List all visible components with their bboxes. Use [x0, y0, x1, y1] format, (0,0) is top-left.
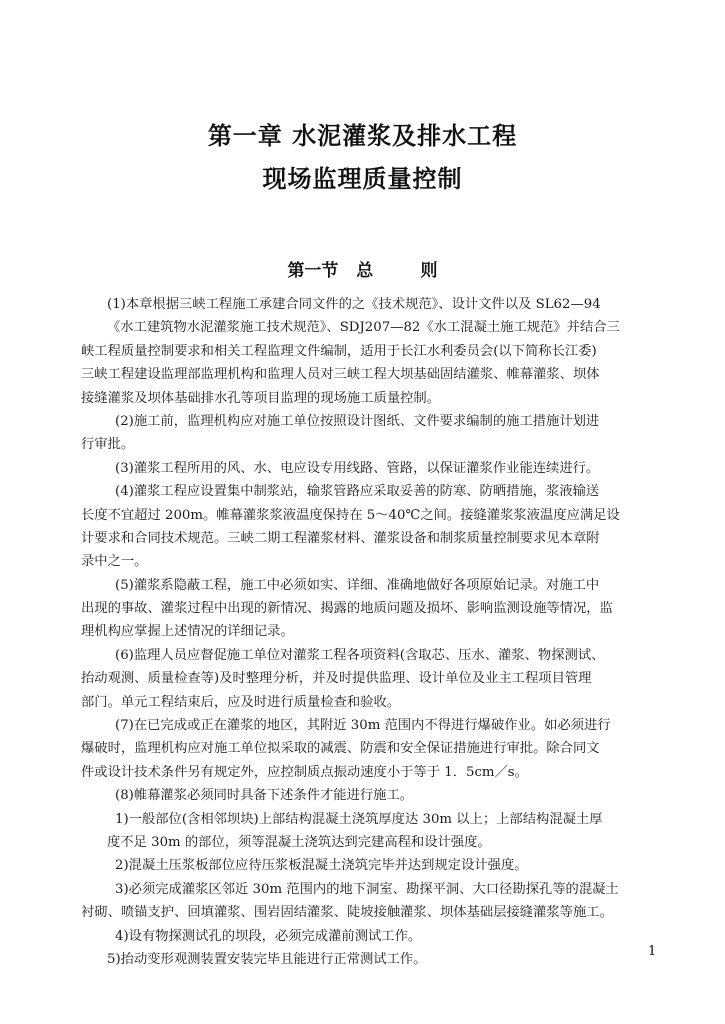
body-line: 5)抬动变形观测装置安装完毕且能进行正常测试工作。: [107, 951, 427, 967]
body-line: 抬动观测、质量检查等)及时整理分析，并及时提供监理、设计单位及业主工程项目管理: [81, 671, 592, 687]
body-line: (7)在已完成或正在灌浆的地区，其附近 30m 范围内不得进行爆破作业。如必须进行: [115, 718, 611, 734]
body-line: (6)监理人员应督促施工单位对灌浆工程各项资料(含取芯、压水、灌浆、物探测试、: [115, 647, 605, 663]
body-line: 爆破时，监理机构应对施工单位拟采取的减震、防震和安全保证措施进行审批。除合同文: [81, 741, 600, 757]
body-line: 峡工程质量控制要求和相关工程监理文件编制，适用于长江水利委员会(以下简称长江委): [81, 343, 597, 359]
body-line: 衬砌、喷锚支护、回填灌浆、围岩固结灌浆、陡坡接触灌浆、坝体基础层接缝灌浆等施工。: [81, 905, 613, 921]
chapter-subtitle: 现场监理质量控制: [262, 165, 463, 193]
section-title: 第一节 总 则: [287, 261, 438, 281]
body-line: 录中之一。: [81, 554, 148, 570]
body-line: (4)灌浆工程应设置集中制浆站，输浆管路应采取妥善的防寒、防晒措施，浆液输送: [115, 484, 600, 500]
body-line: 计要求和合同技术规范。三峡二期工程灌浆材料、灌浆设备和制浆质量控制要求见本章附: [81, 530, 600, 546]
body-line: 3)必须完成灌浆区邻近 30m 范围内的地下洞室、勘探平洞、大口径勘探孔等的混凝土: [115, 881, 619, 897]
body-line: (2)施工前，监理机构应对施工单位按照设计图纸、文件要求编制的施工措施计划进: [115, 413, 600, 429]
body-line: 长度不宜超过 200m。帷幕灌浆浆液温度保持在 5～40℃之间。接缝灌浆浆液温度应满足设: [81, 507, 620, 523]
body-line: 理机构应掌握上述情况的详细记录。: [81, 624, 294, 640]
body-line: 接缝灌浆及坝体基础排水孔等项目监理的现场施工质量控制。: [81, 390, 441, 406]
body-line: 三峡工程建设监理部监理机构和监理人员对三峡工程大坝基础固结灌浆、帷幕灌浆、坝体: [81, 367, 600, 383]
body-text: [81, 293, 661, 971]
body-line: 4)设有物探测试孔的坝段，必须完成灌前测试工作。: [115, 928, 422, 944]
body-line: 《水工建筑物水泥灌浆施工技术规范》、SDJ207—82《水工混凝土施工规范》并结合三: [107, 320, 620, 336]
body-line: (5)灌浆系隐蔽工程，施工中必须如实、详细、准确地做好各项原始记录。对施工中: [115, 577, 600, 593]
body-line: (1)本章根据三峡工程施工承建合同文件的之《技术规范》、设计文件以及 SL62—94: [107, 297, 601, 312]
body-line: (8)帷幕灌浆必须同时具备下述条件才能进行施工。: [115, 788, 414, 804]
body-line: 件或设计技术条件另有规定外，应控制质点振动速度小于等于 1．5cm／s。: [81, 764, 528, 780]
body-line: 行审批。: [81, 437, 135, 453]
body-line: 2)混凝土压浆板部位应待压浆板混凝土浇筑完毕并达到规定设计强度。: [115, 858, 528, 874]
chapter-title: 第一章 水泥灌浆及排水工程: [207, 122, 518, 150]
body-line: 部门。单元工程结束后，应及时进行质量检查和验收。: [81, 694, 401, 710]
body-line: 度不足 30m 的部位，须等混凝土浇筑达到完建高程和设计强度。: [107, 834, 491, 850]
body-line: 出现的事故、灌浆过程中出现的新情况、揭露的地质问题及损坏、影响监测设施等情况，监: [81, 601, 613, 617]
body-line: 1)一般部位(含相邻坝块)上部结构混凝土浇筑厚度达 30m 以上；上部结构混凝土厚: [115, 811, 603, 827]
body-line: (3)灌浆工程所用的风、水、电应设专用线路、管路，以保证灌浆作业能连续进行。: [115, 460, 600, 476]
page-number: 1: [648, 944, 657, 959]
